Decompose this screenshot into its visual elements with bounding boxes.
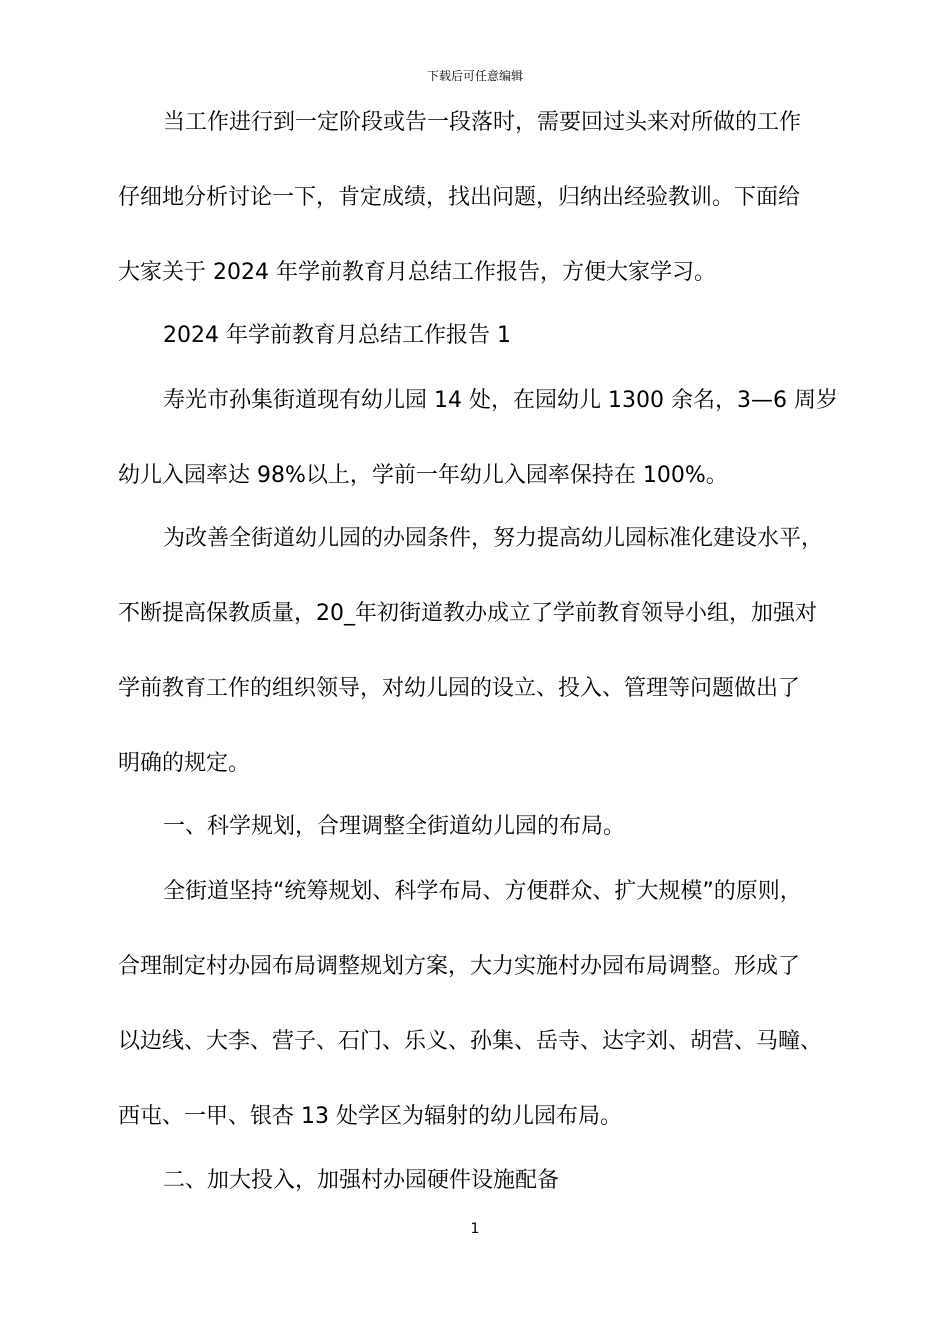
paragraph-line: 明确的规定。 — [118, 751, 251, 776]
paragraph-line: 当工作进行到一定阶段或告一段落时，需要回过头来对所做的工作 — [163, 110, 802, 135]
paragraph-line: 为改善全街道幼儿园的办园条件，努力提高幼儿园标准化建设水平， — [163, 526, 824, 551]
paragraph-line: 合理制定村办园布局调整规划方案，大力实施村办园布局调整。形成了 — [118, 954, 801, 979]
page-number: 1 — [470, 1221, 480, 1237]
section-heading: 一、科学规划，合理调整全街道幼儿园的布局。 — [163, 814, 626, 839]
paragraph-line: 幼儿入园率达 98%以上，学前一年幼儿入园率保持在 100%。 — [118, 463, 728, 488]
section-heading: 二、加大投入，加强村办园硬件设施配备 — [163, 1168, 560, 1193]
paragraph-line: 学前教育工作的组织领导，对幼儿园的设立、投入、管理等问题做出了 — [118, 676, 801, 701]
paragraph-line: 以边线、大李、营子、石门、乐义、孙集、岳寺、达字刘、胡营、马疃、 — [118, 1029, 823, 1054]
paragraph-line: 仔细地分析讨论一下，肯定成绩，找出问题，归纳出经验教训。下面给 — [118, 185, 801, 210]
paragraph-line: 全街道坚持“统筹规划、科学布局、方便群众、扩大规模”的原则， — [163, 879, 802, 904]
header-note: 下载后可任意编辑 — [426, 69, 523, 83]
paragraph-line: 不断提高保教质量，20_年初街道教办成立了学前教育领导小组，加强对 — [118, 601, 817, 626]
section-title: 2024 年学前教育月总结工作报告 1 — [163, 323, 511, 348]
paragraph-line: 寿光市孙集街道现有幼儿园 14 处，在园幼儿 1300 余名，3—6 周岁 — [163, 388, 838, 413]
paragraph-line: 大家关于 2024 年学前教育月总结工作报告，方便大家学习。 — [118, 260, 716, 285]
paragraph-line: 西屯、一甲、银杏 13 处学区为辐射的幼儿园布局。 — [118, 1104, 622, 1129]
